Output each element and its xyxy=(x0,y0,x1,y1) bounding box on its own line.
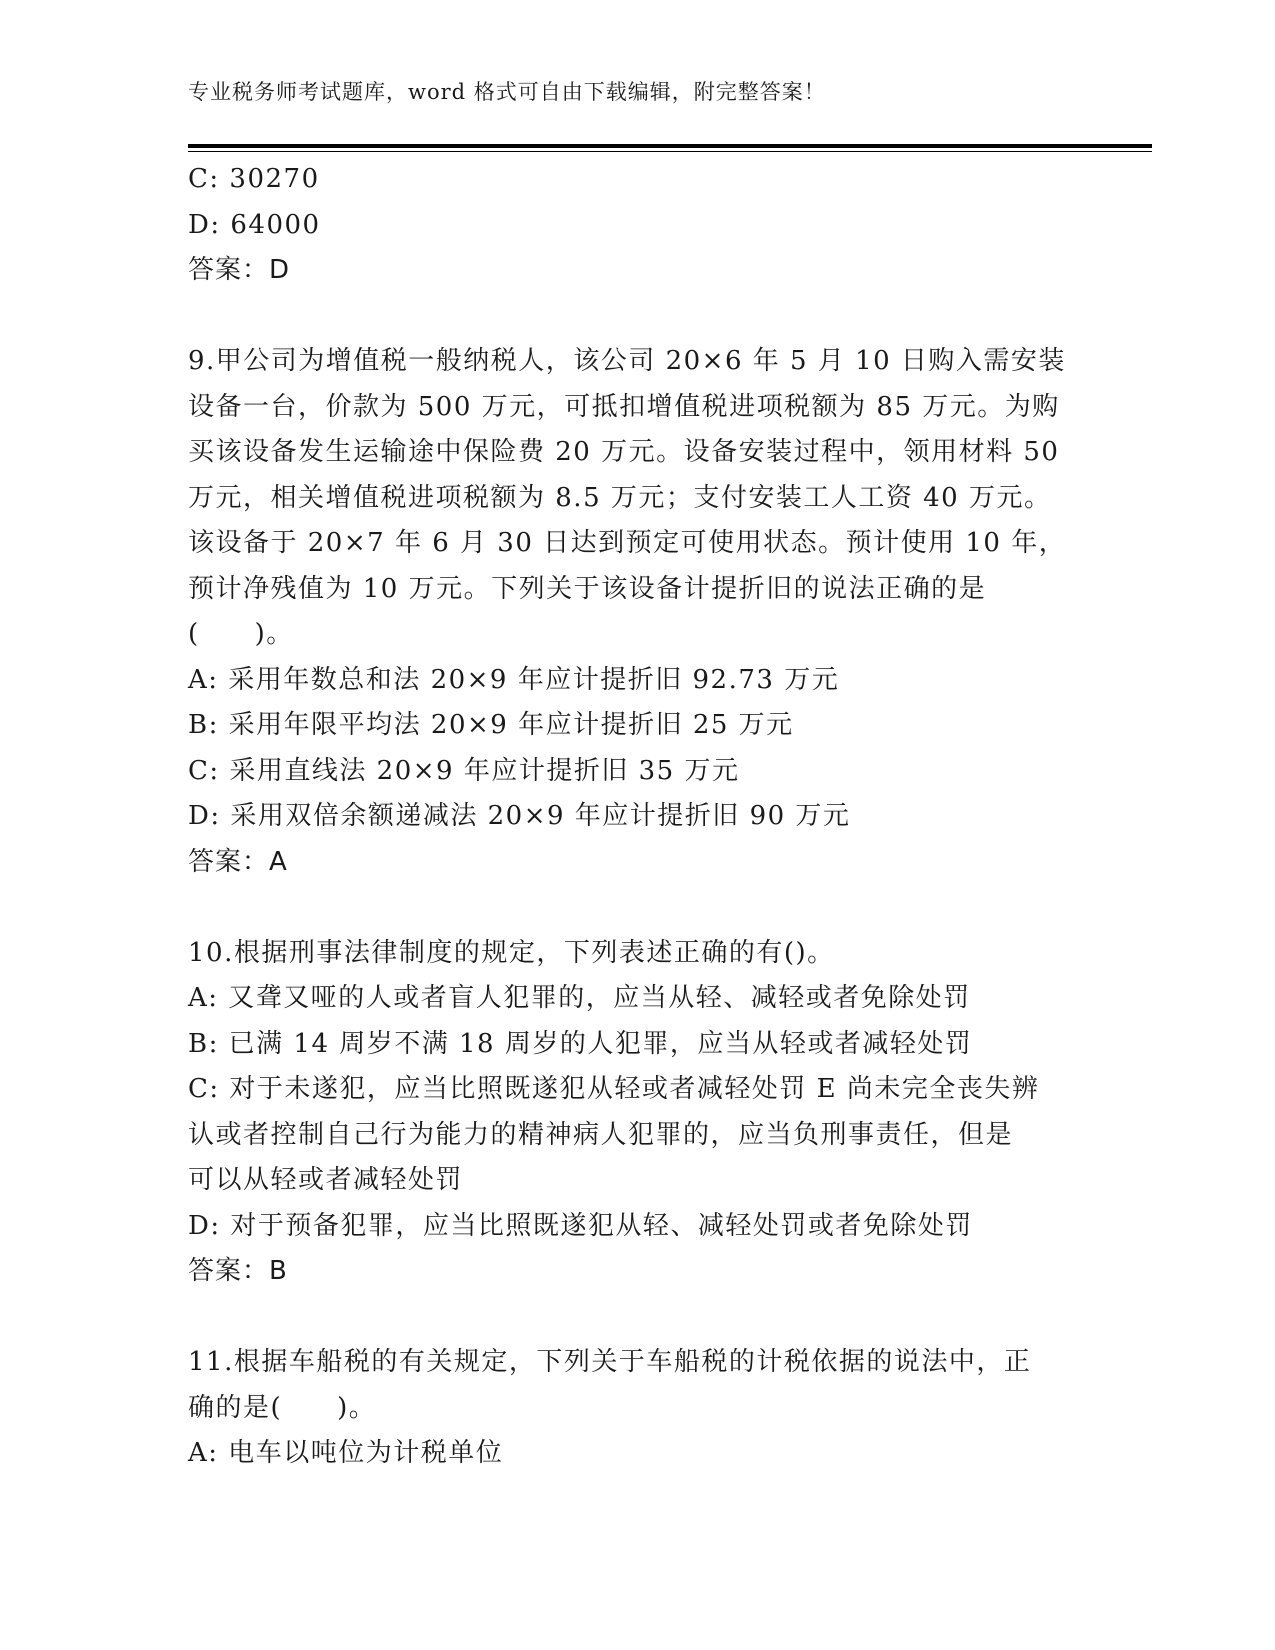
q10-option-b: B: 已满 14 周岁不满 18 周岁的人犯罪，应当从轻或者减轻处罚 xyxy=(188,1028,973,1059)
q10-option-c-line: 可以从轻或者减轻处罚 xyxy=(188,1165,464,1195)
q9-option-c: C: 采用直线法 20×9 年应计提折旧 35 万元 xyxy=(188,755,740,786)
q10-answer: 答案：B xyxy=(188,1256,288,1286)
question-spacer xyxy=(188,294,1088,340)
q10-option-c-line: 认或者控制自己行为能力的精神病人犯罪的，应当负刑事责任，但是 xyxy=(188,1119,1014,1150)
question-spacer xyxy=(188,1295,1088,1341)
header-divider-thick xyxy=(188,144,1152,148)
q9-option-b: B: 采用年限平均法 20×9 年应计提折旧 25 万元 xyxy=(188,710,794,740)
q9-option-d: D: 采用双倍余额递减法 20×9 年应计提折旧 90 万元 xyxy=(188,801,851,831)
q9-stem-line: ( )。 xyxy=(188,619,294,649)
q9-stem-line: 设备一台，价款为 500 万元，可抵扣增值税进项税额为 85 万元。为购 xyxy=(188,391,1060,422)
question-spacer xyxy=(188,885,1088,931)
q10-option-c-line: C: 对于未遂犯，应当比照既遂犯从轻或者减轻处罚 E 尚未完全丧失辨 xyxy=(188,1074,1040,1104)
q9-answer: 答案：A xyxy=(188,846,288,877)
q9-stem-line: 预计净残值为 10 万元。下列关于该设备计提折旧的说法正确的是 xyxy=(188,573,987,604)
q8-option-c: C: 30270 xyxy=(188,164,320,194)
document-body xyxy=(188,157,1088,1477)
q10-option-a: A: 又聋又哑的人或者盲人犯罪的，应当从轻、减轻或者免除处罚 xyxy=(188,983,971,1013)
q9-stem-line: 万元，相关增值税进项税额为 8.5 万元；支付安装工人工资 40 万元。 xyxy=(188,482,1052,513)
page-header: 专业税务师考试题库，word 格式可自由下载编辑，附完整答案！ xyxy=(188,80,826,104)
q10-stem: 10.根据刑事法律制度的规定，下列表述正确的有()。 xyxy=(188,937,835,968)
header-divider-thin xyxy=(188,151,1152,152)
q8-answer: 答案：D xyxy=(188,255,291,285)
q9-stem-line: 该设备于 20×7 年 6 月 30 日达到预定可使用状态。预计使用 10 年， xyxy=(188,528,1067,558)
q11-stem-line: 11.根据车船税的有关规定，下列关于车船税的计税依据的说法中，正 xyxy=(188,1347,1032,1377)
q9-stem-line: 买该设备发生运输途中保险费 20 万元。设备安装过程中，领用材料 50 xyxy=(188,437,1060,467)
q10-option-d: D: 对于预备犯罪，应当比照既遂犯从轻、减轻处罚或者免除处罚 xyxy=(188,1210,973,1241)
q9-stem-line: 9.甲公司为增值税一般纳税人，该公司 20×6 年 5 月 10 日购入需安装 xyxy=(188,346,1066,376)
q8-option-d: D: 64000 xyxy=(188,209,321,240)
q9-option-a: A: 采用年数总和法 20×9 年应计提折旧 92.73 万元 xyxy=(188,664,840,695)
q11-stem-line: 确的是( )。 xyxy=(188,1392,377,1423)
q11-option-a: A: 电车以吨位为计税单位 xyxy=(188,1438,504,1468)
